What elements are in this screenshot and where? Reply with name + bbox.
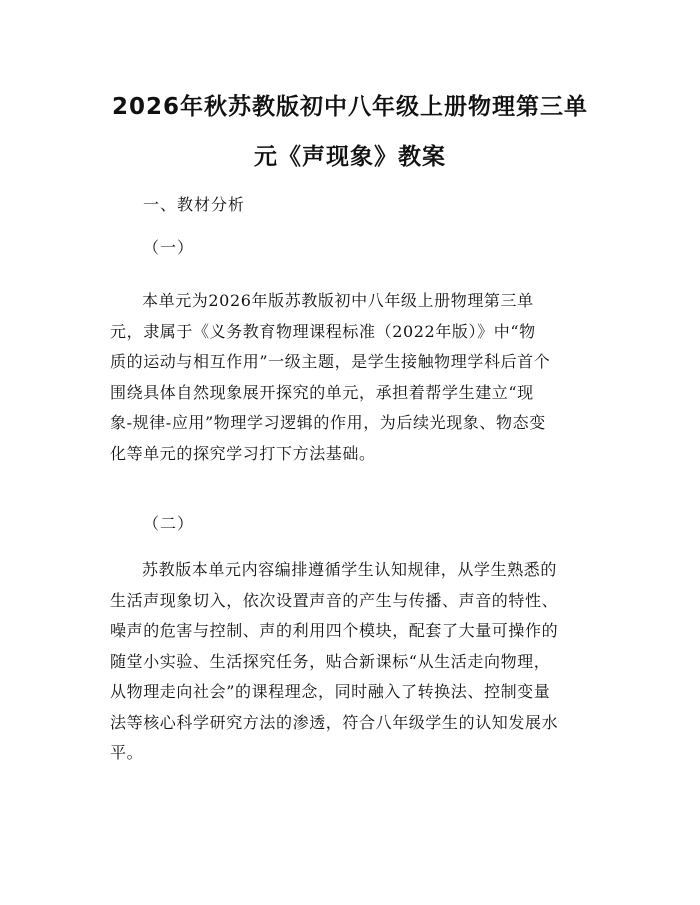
subsection-label-2: （二）	[143, 514, 195, 533]
paragraph-2	[110, 555, 600, 769]
paragraph-1-line-3: 质的运动与相互作用”一级主题，是学生接触物理学科后首个	[110, 352, 551, 371]
paragraph-1	[110, 286, 600, 469]
paragraph-2-line-6: 法等核心科学研究方法的渗透，符合八年级学生的认知发展水	[110, 712, 559, 732]
paragraph-1-line-1: 本单元为2026年版苏教版初中八年级上册物理第三单	[142, 291, 534, 310]
paragraph-1-line-2: 元，隶属于《义务教育物理课程标准（2022年版）》中“物	[110, 321, 536, 341]
paragraph-1-line-4: 围绕具体自然现象展开探究的单元，承担着帮学生建立“现	[110, 382, 534, 402]
document-title-line-2: 元《声现象》教案	[254, 144, 446, 170]
paragraph-2-line-7: 平。	[110, 743, 144, 762]
paragraph-2-line-5: 从物理走向社会”的课程理念，同时融入了转换法、控制变量	[110, 682, 551, 701]
paragraph-1-line-6: 化等单元的探究学习打下方法基础。	[110, 443, 376, 463]
section-heading-textbook-analysis: 一、教材分析	[143, 195, 246, 214]
document-title	[90, 82, 610, 182]
paragraph-2-line-4: 随堂小实验、生活探究任务，贴合新课标“从生活走向物理，	[110, 651, 551, 671]
paragraph-2-line-1: 苏教版本单元内容编排遵循学生认知规律，从学生熟悉的	[142, 560, 558, 579]
paragraph-2-line-2: 生活声现象切入，依次设置声音的产生与传播、声音的特性、	[110, 590, 559, 610]
subsection-label-1: （一）	[143, 238, 195, 257]
paragraph-1-line-5: 象-规律-应用”物理学习逻辑的作用，为后续光现象、物态变	[110, 413, 546, 432]
paragraph-2-line-3: 噪声的危害与控制、声的利用四个模块，配套了大量可操作的	[110, 621, 559, 640]
document-title-line-1: 2026年秋苏教版初中八年级上册物理第三单	[111, 94, 588, 120]
